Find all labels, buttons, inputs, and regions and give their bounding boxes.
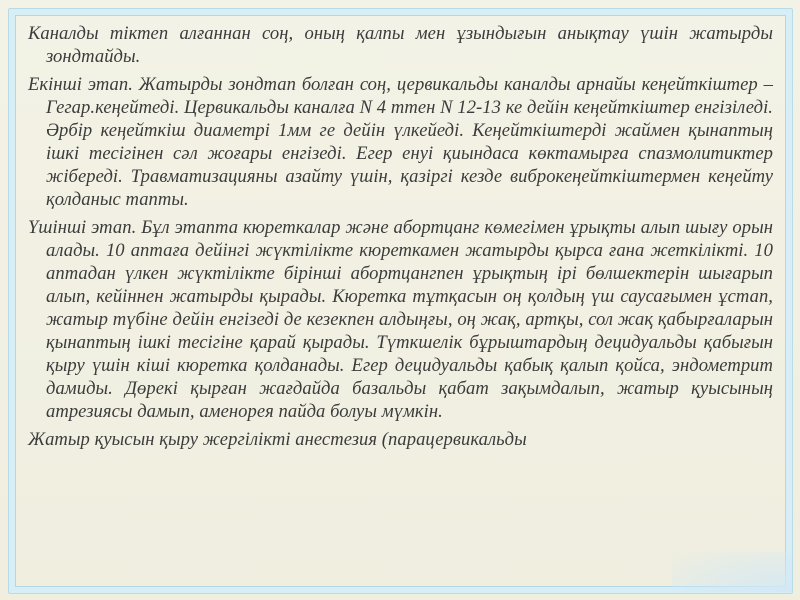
paragraph-anesthesia: Жатыр қуысын қыру жергілікті анестезия (парацервикальды — [28, 429, 527, 450]
paragraph-stage-two: Екінші этап. Жатырды зондтап болған соң, цервикальды каналды арнайы кеңейткіштер –Гегар.кеңейтеді. Цервикальды каналға N 4 ттен N 12-13 ке дейін кеңейткіштер енгізіледі. Әрбір кеңейткіш диаметрі 1мм ге дейін үлкейеді. Кеңейткіштерді жаймен қынаптың ішкі тесігінен сәл жоғары енгізеді. Егер енуі қиындаса көктамырға спазмолитиктер жібереді. Травматизацияны азайту үшін, қазіргі кезде виброкеңейткіштермен кеңейту қолданыс тапты. — [28, 74, 773, 210]
decorative-corner — [672, 552, 792, 592]
paragraph-stage-three: Үшінші этап. Бұл этапта кюреткалар және абортцанг көмегімен ұрықты алып шығу орын алады. 10 аптаға дейінгі жүктілікте кюреткамен жатырды қырса ғана жеткілікті. 10 аптадан үлкен жүктілікте бірінші абортцангпен ұрықтың ірі бөлшектерін шығарып алып, кейіннен жатырды қырады. Кюретка тұтқасын оң қолдың үш саусағымен ұстап, жатыр түбіне дейін енгізеді де кезекпен алдыңғы, оң жақ, артқы, сол жақ қабырғаларын қынаптың ішкі тесігіне қарай қырады. Түткшелік бұрыштардың децидуальды қабығын қыру үшін кіші кюретка қолданады. Егер децидуальды қабық қалып қойса, эндометрит дамиды. Дөрекі қырған жағдайда базальды қабат зақымдалып, жатыр қуысының атрезиясы дамып, аменорея пайда болуы мүмкін. — [28, 217, 773, 422]
text-body — [28, 22, 773, 456]
paragraph-probing: Каналды тіктеп алғаннан соң, оның қалпы мен ұзындығын анықтау үшін жатырды зондтайды. — [28, 23, 773, 67]
